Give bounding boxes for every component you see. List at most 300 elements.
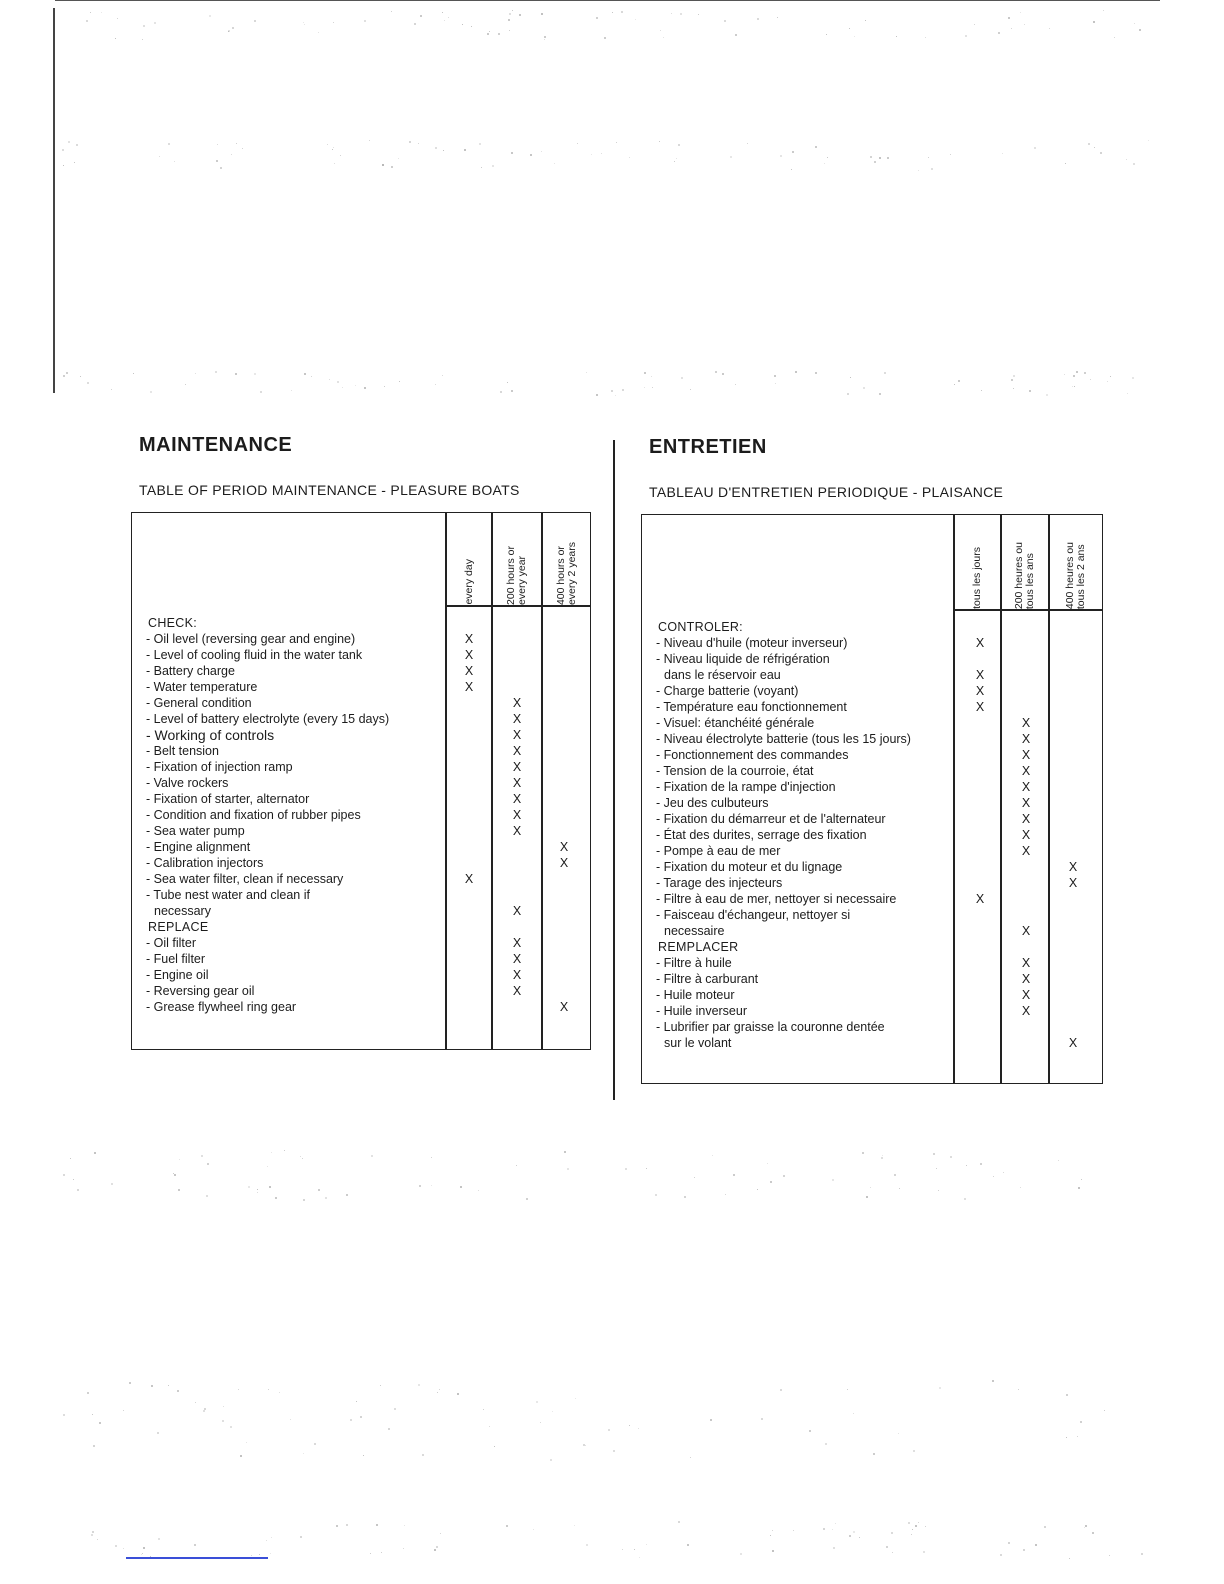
speckle [217,144,218,145]
interval-mark: X [1068,860,1078,874]
row-label: - Filtre à huile [656,956,732,970]
table-row [132,967,590,983]
row-label: REMPLACER [658,940,739,954]
speckle [533,1529,534,1530]
speckle [300,1536,302,1538]
table-row [642,763,1102,779]
speckle [311,376,312,377]
speckle [269,1186,271,1188]
table-row [132,647,590,663]
speckle [304,373,306,375]
speckle [863,387,865,389]
speckle [1046,394,1048,396]
speckle [915,1525,917,1527]
table-row [642,811,1102,827]
speckle [526,1198,528,1200]
speckle [284,1150,285,1151]
speckle [87,1392,89,1394]
speckle [612,12,613,13]
speckle [847,393,849,395]
speckle [655,1194,657,1196]
speckle [894,1174,896,1176]
row-label: - Pompe à eau de mer [656,844,781,858]
speckle [681,377,683,379]
page-top-edge [55,0,1160,1]
speckle [512,10,513,11]
speckle [62,149,64,151]
row-label: - Filtre à carburant [656,972,759,986]
speckle [1066,1437,1067,1438]
speckle [770,1181,772,1183]
speckle [506,1525,508,1527]
speckle [174,1174,176,1176]
speckle [1076,371,1078,373]
speckle [849,1535,851,1537]
speckle [151,1385,153,1387]
speckle [220,167,222,169]
row-label: - Huile inverseur [656,1004,748,1018]
speckle [1094,147,1095,148]
speckle [596,394,598,396]
speckle [974,24,975,25]
interval-mark: X [975,892,985,906]
interval-mark: X [1021,1004,1031,1018]
interval-mark: X [512,744,522,758]
speckle [761,1418,763,1420]
speckle [1074,386,1075,387]
speckle [892,1552,893,1553]
speckle [680,13,682,15]
speckle [304,24,305,25]
speckle [230,1426,232,1428]
table-row [132,855,590,871]
speckle [613,1450,615,1452]
row-label: - Oil filter [146,936,196,950]
speckle [638,1428,639,1429]
speckle [414,23,416,25]
interval-mark: X [559,856,569,870]
table-row [132,775,590,791]
speckle [715,371,717,373]
speckle [1008,1542,1010,1544]
speckle [302,1158,303,1159]
table-row [132,807,590,823]
interval-mark: X [464,680,474,694]
row-label: - Fixation du moteur et du lignage [656,860,843,874]
speckle [795,371,797,373]
speckle [420,15,422,17]
speckle [259,1554,260,1555]
speckle [179,1159,180,1160]
speckle [63,1414,65,1416]
speckle [398,158,399,159]
speckle [460,1186,462,1188]
speckle [676,158,677,159]
row-label: - Water temperature [146,680,258,694]
table-row [132,935,590,951]
speckle [1077,1436,1078,1437]
speckle [216,160,218,162]
speckle [833,1547,835,1549]
speckle [1024,24,1025,25]
speckle [1107,381,1108,382]
row-label: - Grease flywheel ring gear [146,1000,297,1014]
speckle [1013,388,1014,389]
speckle [129,1382,131,1384]
table-row [132,999,590,1015]
speckle [384,386,385,387]
interval-mark: X [512,696,522,710]
speckle [489,1426,490,1427]
speckle [567,1168,569,1170]
speckle [267,1166,268,1167]
speckle [77,1189,79,1191]
row-label: - Sea water pump [146,824,245,838]
speckle [462,24,463,25]
interval-mark: X [512,968,522,982]
speckle [629,1425,630,1426]
speckle [437,1392,438,1393]
speckle [337,381,339,383]
speckle [201,1155,203,1157]
speckle [678,1521,680,1523]
speckle [271,1152,272,1153]
speckle [403,1548,404,1549]
speckle [964,1198,966,1200]
speckle [652,387,653,388]
speckle [757,1189,758,1190]
speckle [471,26,472,27]
speckle [1084,372,1086,374]
speckle [585,1445,586,1446]
speckle [236,143,237,144]
entretien-heading: ENTRETIEN [649,436,767,458]
speckle [552,1411,553,1412]
speckle [913,1450,915,1452]
speckle [511,152,513,154]
speckle [157,1432,159,1434]
speckle [767,1163,768,1164]
speckle [391,166,393,168]
interval-mark: X [512,776,522,790]
speckle [663,37,664,38]
interval-mark: X [512,808,522,822]
row-label: - Visuel: étanchéité générale [656,716,815,730]
speckle [435,147,437,149]
speckle [775,383,776,384]
row-label: - Fixation de la rampe d'injection [656,780,836,794]
row-label: - Sea water filter, clean if necessary [146,872,344,886]
speckle [92,1531,94,1533]
speckle [882,1155,883,1156]
speckle [303,1453,304,1454]
speckle [271,1537,272,1538]
speckle [925,37,926,38]
speckle [270,1553,271,1554]
speckle [419,1185,421,1187]
table-row [642,683,1102,699]
table-row [642,635,1102,651]
speckle [772,1530,773,1531]
speckle [1148,140,1149,141]
row-label: necessaire [664,924,725,938]
speckle [1011,379,1013,381]
speckle [422,1454,424,1456]
speckle [314,1443,316,1445]
speckle [644,387,645,388]
table-row [132,711,590,727]
speckle [574,1525,575,1526]
speckle [409,141,411,143]
table-row [132,679,590,695]
speckle [1080,1421,1082,1423]
interval-mark: X [975,668,985,682]
speckle [791,169,792,170]
maintenance-table [131,512,591,1050]
speckle [159,156,160,157]
speckle [898,1433,899,1434]
speckle [207,1163,209,1165]
interval-mark: X [1021,764,1031,778]
speckle [68,141,70,143]
speckle [209,15,211,17]
row-label: - Battery charge [146,664,235,678]
speckle [443,150,444,151]
speckle [99,1422,101,1424]
speckle [596,17,598,19]
table-row [642,859,1102,875]
speckle [92,1414,93,1415]
row-label: - Fuel filter [146,952,206,966]
table-row [132,871,590,887]
maintenance-heading: MAINTENANCE [139,434,293,456]
speckle [290,1419,291,1420]
speckle [698,14,699,15]
speckle [541,13,543,15]
speckle [550,1459,552,1461]
speckle [178,1189,180,1191]
speckle [899,1188,900,1189]
table-row [642,1035,1102,1051]
maintenance-rows [132,615,590,1015]
row-label: sur le volant [664,1036,732,1050]
speckle [591,154,592,155]
speckle [332,149,333,150]
table-row [132,743,590,759]
speckle [586,372,587,373]
maintenance-subtitle: TABLE OF PERIOD MAINTENANCE - PLEASURE BOATS [139,482,520,498]
speckle [492,165,494,167]
speckle [678,144,680,146]
table-row [642,827,1102,843]
speckle [1000,1554,1002,1556]
speckle [487,33,489,35]
speckle [1085,1525,1087,1527]
speckle [483,1409,484,1410]
speckle [123,1410,124,1411]
speckle [318,1189,320,1191]
speckle [622,1549,623,1550]
speckle [242,148,243,149]
speckle [1020,1187,1021,1188]
speckle [360,1416,362,1418]
speckle [687,1544,689,1546]
speckle [74,162,75,163]
row-label: CHECK: [148,616,198,630]
bottom-mark [126,1557,268,1559]
table-row [132,631,590,647]
speckle [908,1522,910,1524]
speckle [815,146,817,148]
speckle [142,39,143,40]
speckle [260,391,262,393]
speckle [342,387,343,388]
speckle [740,1553,742,1555]
speckle [1092,1532,1094,1534]
speckle [399,381,400,382]
row-label: - Fixation of starter, alternator [146,792,310,806]
interval-mark: X [1021,812,1031,826]
speckle [371,1155,373,1157]
speckle [431,1157,432,1158]
speckle [206,1195,208,1197]
speckle [174,161,175,162]
speckle [646,1544,647,1545]
speckle [772,1550,774,1552]
speckle [694,1177,695,1178]
row-label: - Huile moteur [656,988,735,1002]
speckle [928,157,929,158]
interval-mark: X [1021,988,1031,1002]
row-label: - Tarage des injecteurs [656,876,783,890]
table-row [642,699,1102,715]
speckle [886,1546,888,1548]
speckle [279,1392,280,1393]
speckle [508,19,510,21]
speckle [629,157,630,158]
speckle [394,1408,396,1410]
speckle [73,1179,74,1180]
speckle [336,1525,338,1527]
speckle [792,151,794,153]
speckle [291,390,292,391]
interval-mark: X [512,984,522,998]
speckle [1034,147,1036,149]
speckle [329,379,330,380]
speckle [1029,390,1031,392]
interval-mark: X [559,840,569,854]
row-label: necessary [154,904,211,918]
speckle [1141,1553,1143,1555]
speckle [1114,37,1115,38]
speckle [444,20,445,21]
speckle [509,13,511,15]
speckle [722,373,724,375]
speckle [725,1194,726,1195]
interval-mark: X [512,712,522,726]
speckle [1139,29,1141,31]
speckle [835,1523,836,1524]
speckle [965,35,967,37]
speckle [391,11,392,12]
table-row [642,651,1102,667]
speckle [195,1402,196,1403]
speckle [63,1174,65,1176]
speckle [936,1168,937,1169]
interval-mark: X [1021,748,1031,762]
speckle [733,1174,735,1176]
speckle [757,18,759,20]
speckle [1081,1179,1082,1180]
speckle [938,1190,939,1191]
speckle [369,140,370,141]
row-label: - Level of cooling fluid in the water tank [146,648,363,662]
speckle [611,390,613,392]
speckle [1090,379,1091,380]
speckle [981,390,982,391]
speckle [827,157,828,158]
row-label: - Lubrifier par graisse la couronne dentée [656,1020,885,1034]
speckle [954,384,955,385]
interval-mark: X [1021,796,1031,810]
speckle [238,1389,239,1390]
speckle [541,151,542,152]
speckle [509,30,510,31]
speckle [651,376,652,377]
speckle [564,1151,566,1153]
speckle [431,1185,432,1186]
speckle [870,1187,871,1188]
row-label: - Belt tension [146,744,219,758]
speckle [724,20,726,22]
speckle [388,1428,390,1430]
speckle [115,38,116,39]
speckle [86,20,88,22]
speckle [931,168,933,170]
table-row [642,747,1102,763]
table-row [132,695,590,711]
speckle [346,1524,348,1526]
table-row [642,843,1102,859]
row-label: - Température eau fonctionnement [656,700,847,714]
interval-mark: X [464,872,474,886]
speckle [418,1384,420,1386]
speckle [1058,1160,1059,1161]
speckle [479,143,481,145]
speckle [896,36,897,37]
speckle [1072,386,1073,387]
speckle [133,373,134,374]
speckle [1069,1558,1070,1559]
speckle [918,170,919,171]
speckle [63,375,65,377]
speckle [254,20,256,22]
speckle [554,163,555,164]
speckle [1049,28,1050,29]
row-label: - Fixation du démarreur et de l'alternateur [656,812,886,826]
speckle [334,163,335,164]
speckle [516,1165,517,1166]
speckle [303,22,304,23]
speckle [621,11,623,13]
row-label: - Level of battery electrolyte (every 15 days) [146,712,390,726]
speckle [925,1526,926,1527]
table-row [132,823,590,839]
speckle [222,1420,224,1422]
table-row [132,759,590,775]
speckle [712,1155,713,1156]
column-header-200h: 200 hours or every year [505,546,528,605]
